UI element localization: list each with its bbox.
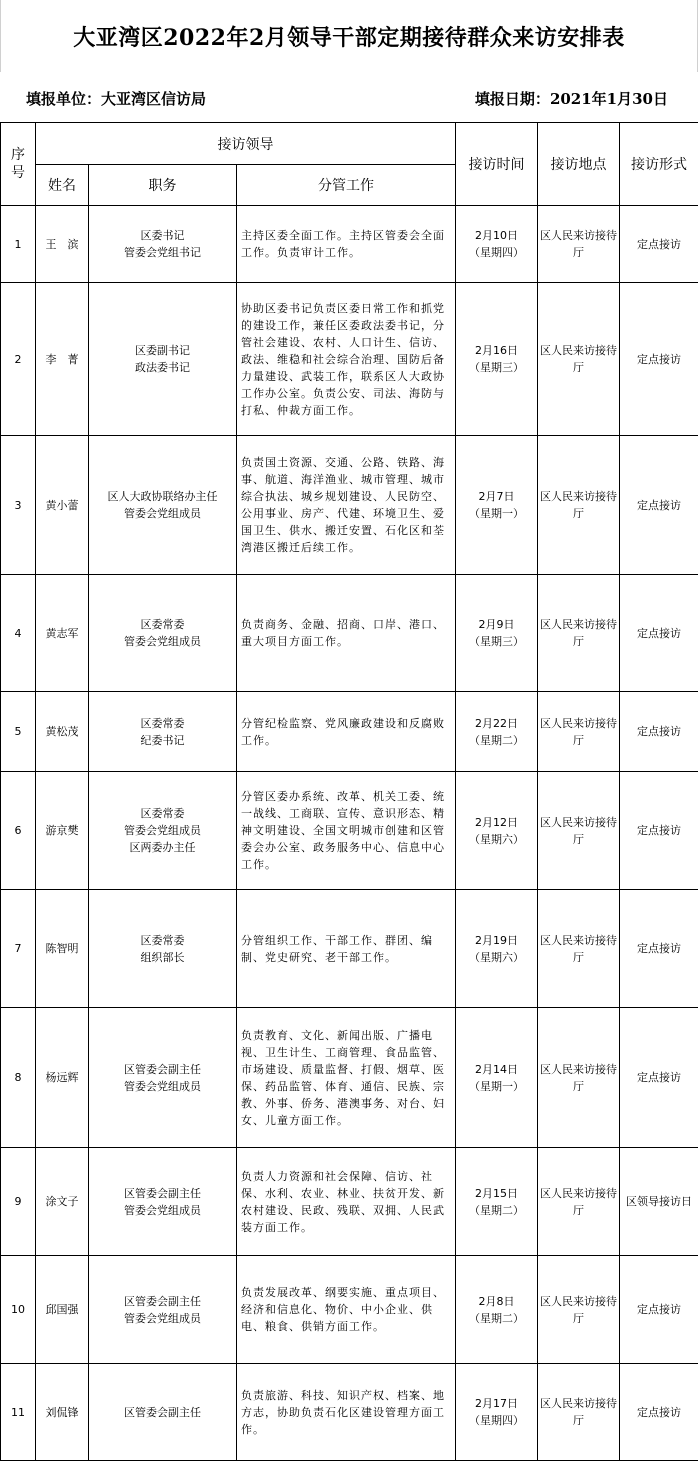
date-value: 2021年1月30日 [549,90,668,108]
cell-form: 定点接访 [620,1008,698,1148]
cell-location: 区人民来访接待厅 [538,1256,620,1364]
position-line: 组织部长 [140,950,185,964]
cell-duty: 负责商务、金融、招商、口岸、港口、重大项目方面工作。 [237,575,456,692]
cell-time [456,692,538,772]
header-time: 接访时间 [456,123,538,206]
header-location: 接访地点 [538,123,620,206]
cell-name: 黄志军 [36,575,89,692]
cell-duty: 负责人力资源和社会保障、信访、社保、水利、农业、林业、扶贫开发、新农村建设、民政、残联、双拥、人民武装方面工作。 [237,1148,456,1256]
cell-duty: 分管组织工作、干部工作、群团、编制、党史研究、老干部工作。 [237,890,456,1008]
cell-seq: 11 [1,1364,36,1461]
visit-weekday: （星期六） [469,832,524,846]
cell-location: 区人民来访接待厅 [538,890,620,1008]
header-form: 接访形式 [620,123,698,206]
cell-duty: 负责旅游、科技、知识产权、档案、地方志，协助负责石化区建设管理方面工作。 [237,1364,456,1461]
cell-seq: 4 [1,575,36,692]
cell-form: 定点接访 [620,206,698,283]
position-line: 区委书记 [140,229,185,242]
cell-location: 区人民来访接待厅 [538,575,620,692]
cell-location: 区人民来访接待厅 [538,1364,620,1461]
visit-date: 2月10日 [475,229,518,242]
cell-seq: 3 [1,436,36,575]
visit-date: 2月12日 [475,815,518,829]
header-position: 职务 [89,165,237,206]
cell-name: 黄松茂 [36,692,89,772]
position-line: 纪委书记 [140,733,185,747]
cell-form: 定点接访 [620,436,698,575]
position-line: 管委会党组成员 [124,1311,201,1325]
header-leader-group: 接访领导 [36,123,456,165]
cell-name: 王 滨 [36,206,89,283]
visit-weekday: （星期一） [469,507,524,520]
position-line: 区管委会副主任 [124,1186,201,1200]
visit-date: 2月16日 [475,344,518,357]
cell-location: 区人民来访接待厅 [538,692,620,772]
cell-position [89,206,237,283]
cell-location: 区人民来访接待厅 [538,206,620,283]
visit-weekday: （星期三） [469,361,524,374]
cell-time [456,1008,538,1148]
cell-seq: 6 [1,772,36,890]
position-line: 管委会党组成员 [124,635,201,648]
cell-duty: 协助区委书记负责区委日常工作和抓党的建设工作，兼任区委政法委书记，分管社会建设、农村、人口计生、信访、政法、维稳和社会综合治理、国防后备力量建设、武装工作，联系区人大政协工作办公室。负责公安、司法、海防与打私、仲裁方面工作。 [237,283,456,436]
position-line: 管委会党组成员 [124,507,201,520]
visit-weekday: （星期四） [469,246,524,259]
table-row [1,890,698,1008]
visit-weekday: （星期二） [469,1203,524,1217]
cell-time [456,1256,538,1364]
visit-date: 2月14日 [475,1062,518,1076]
position-line: 区委副书记 [135,344,190,357]
cell-time [456,1148,538,1256]
table-row [1,1364,698,1461]
table-row [1,283,698,436]
cell-time [456,283,538,436]
cell-seq: 10 [1,1256,36,1364]
table-row [1,1256,698,1364]
page-title: 大亚湾区2022年2月领导干部定期接待群众来访安排表 [0,0,698,72]
position-line: 区两委办主任 [129,841,196,854]
visit-weekday: （星期一） [469,1079,524,1093]
position-line: 管委会党组成员 [124,1079,201,1093]
cell-name: 涂文子 [36,1148,89,1256]
cell-time [456,436,538,575]
position-line: 区管委会副主任 [124,1062,201,1076]
cell-seq: 5 [1,692,36,772]
table-row [1,692,698,772]
position-line: 区管委会副主任 [124,1405,201,1419]
cell-form: 区领导接访日 [620,1148,698,1256]
table-row [1,1148,698,1256]
header-name: 姓名 [36,165,89,206]
cell-position [89,1364,237,1461]
position-line: 区管委会副主任 [124,1294,201,1308]
cell-name: 黄小蕾 [36,436,89,575]
cell-duty: 负责国土资源、交通、公路、铁路、海事、航道、海洋渔业、城市管理、城市综合执法、城乡规划建设、人民防空、公用事业、房产、代建、环境卫生、爱国卫生、供水、搬迁安置、石化区和荃湾港区搬迁后续工作。 [237,436,456,575]
position-line: 区委常委 [140,807,185,820]
position-line: 政法委书记 [135,361,190,374]
table-row [1,575,698,692]
cell-seq: 2 [1,283,36,436]
visit-weekday: （星期四） [469,1414,524,1427]
cell-position [89,890,237,1008]
cell-location: 区人民来访接待厅 [538,1008,620,1148]
cell-location: 区人民来访接待厅 [538,1148,620,1256]
cell-position [89,1148,237,1256]
cell-time [456,575,538,692]
unit-label: 填报单位： [26,90,102,108]
cell-position [89,1008,237,1148]
cell-location: 区人民来访接待厅 [538,283,620,436]
header-seq: 序号 [1,123,36,206]
position-line: 管委会党组书记 [124,246,201,259]
cell-position [89,1256,237,1364]
cell-name: 杨远辉 [36,1008,89,1148]
cell-position [89,692,237,772]
cell-time [456,890,538,1008]
report-date [475,88,668,109]
visit-date: 2月22日 [475,716,518,730]
unit-value: 大亚湾区信访局 [101,90,207,108]
report-meta [0,72,698,122]
table-row [1,772,698,890]
cell-time [456,772,538,890]
visit-weekday: （星期三） [469,635,524,648]
cell-position [89,283,237,436]
cell-position [89,772,237,890]
report-unit [26,88,206,109]
date-label: 填报日期： [474,90,550,108]
cell-seq: 9 [1,1148,36,1256]
cell-duty: 分管区委办系统、改革、机关工委、统一战线、工商联、宣传、意识形态、精神文明建设、全国文明城市创建和区管委会办公室、政务服务中心、信息中心工作。 [237,772,456,890]
cell-name: 李 菁 [36,283,89,436]
visit-date: 2月8日 [478,1294,515,1308]
cell-form: 定点接访 [620,890,698,1008]
position-line: 管委会党组成员 [124,1203,201,1217]
table-row [1,436,698,575]
cell-location: 区人民来访接待厅 [538,436,620,575]
cell-seq: 8 [1,1008,36,1148]
cell-name: 陈智明 [36,890,89,1008]
cell-seq: 7 [1,890,36,1008]
visit-weekday: （星期二） [469,1311,524,1325]
cell-form: 定点接访 [620,692,698,772]
cell-form: 定点接访 [620,772,698,890]
position-line: 区人大政协联络办主任 [107,490,218,503]
visit-weekday: （星期六） [469,950,524,964]
cell-name: 刘侃锋 [36,1364,89,1461]
visit-date: 2月19日 [475,933,518,947]
cell-time [456,206,538,283]
cell-position [89,436,237,575]
cell-form: 定点接访 [620,1364,698,1461]
cell-name: 邱国强 [36,1256,89,1364]
cell-location: 区人民来访接待厅 [538,772,620,890]
position-line: 区委常委 [140,618,185,631]
cell-seq: 1 [1,206,36,283]
cell-position [89,575,237,692]
visit-weekday: （星期二） [469,733,524,747]
table-row [1,1008,698,1148]
cell-duty: 负责教育、文化、新闻出版、广播电视、卫生计生、工商管理、食品监管、市场建设、质量监督、打假、烟草、医保、药品监管、体育、通信、民族、宗教、外事、侨务、港澳事务、对台、妇女、儿童方面工作。 [237,1008,456,1148]
cell-duty: 主持区委全面工作。主持区管委会全面工作。负责审计工作。 [237,206,456,283]
visit-date: 2月7日 [478,490,515,503]
schedule-table [0,122,698,1461]
cell-duty: 分管纪检监察、党风廉政建设和反腐败工作。 [237,692,456,772]
cell-form: 定点接访 [620,1256,698,1364]
visit-date: 2月17日 [475,1397,518,1410]
cell-duty: 负责发展改革、纲要实施、重点项目、经济和信息化、物价、中小企业、供电、粮食、供销方面工作。 [237,1256,456,1364]
position-line: 区委常委 [140,933,185,947]
cell-form: 定点接访 [620,283,698,436]
visit-date: 2月15日 [475,1186,518,1200]
cell-form: 定点接访 [620,575,698,692]
cell-time [456,1364,538,1461]
cell-name: 游京樊 [36,772,89,890]
header-duty: 分管工作 [237,165,456,206]
position-line: 管委会党组成员 [124,824,201,837]
table-row [1,206,698,283]
visit-date: 2月9日 [478,618,515,631]
position-line: 区委常委 [140,716,185,730]
